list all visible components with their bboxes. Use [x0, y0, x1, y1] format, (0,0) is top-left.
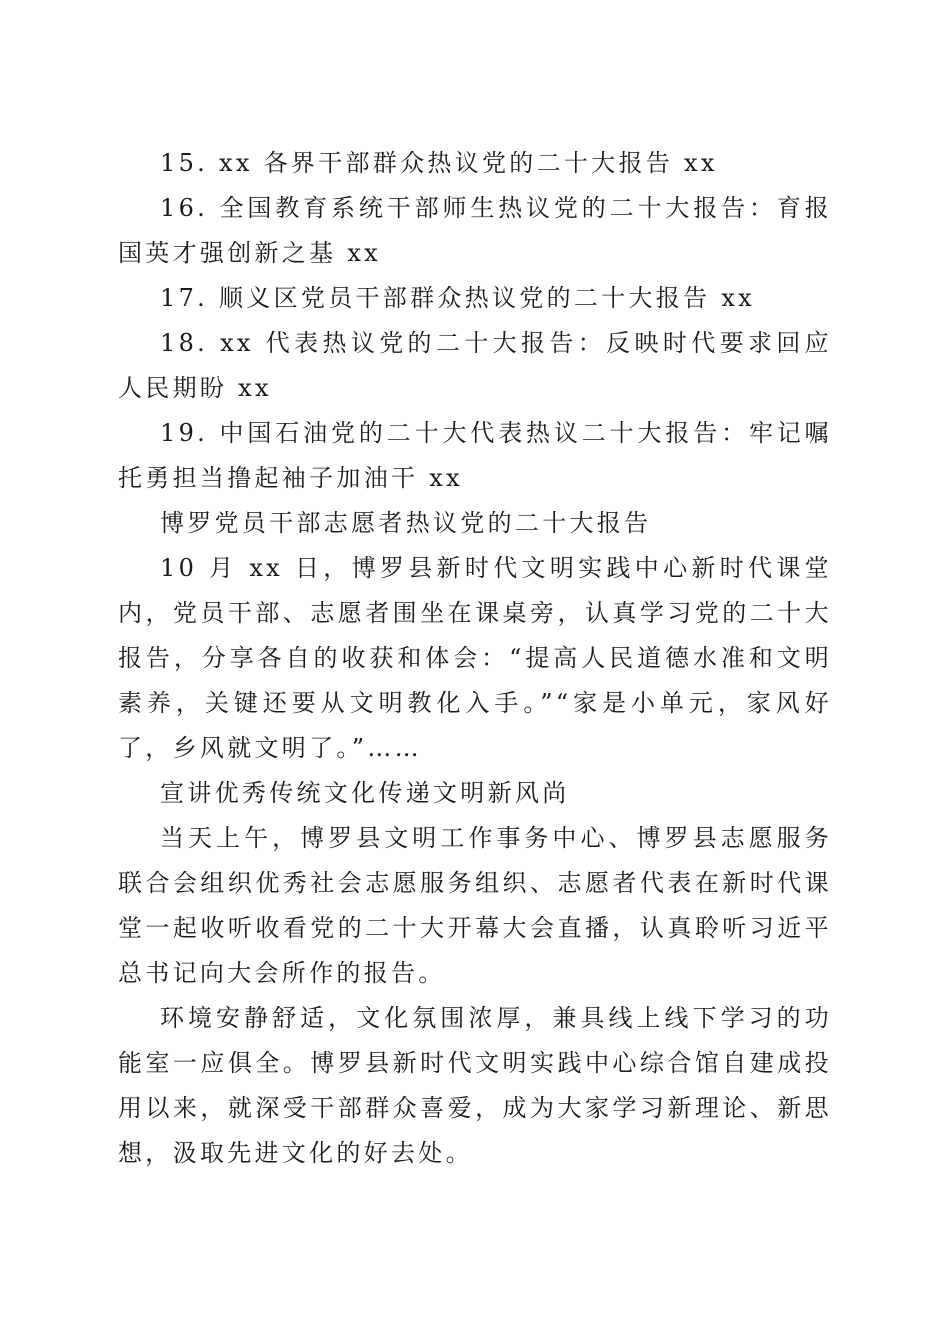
body-paragraph-intro: 10 月 xx 日，博罗县新时代文明实践中心新时代课堂内，党员干部、志愿者围坐在课桌旁，认真学习党的二十大报告，分享各自的收获和体会：“提高人民道德水准和文明素养，关键还要从文明教化入手。”“家是小单元，家风好了，乡风就文明了。”……: [118, 554, 832, 762]
list-item-16: 16. 全国教育系统干部师生热议党的二十大报告：育报国英才强创新之基 xx: [118, 194, 832, 267]
article-title: 博罗党员干部志愿者热议党的二十大报告: [160, 509, 652, 537]
body-paragraph-environment: 环境安静舒适，文化氛围浓厚，兼具线上线下学习的功能室一应俱全。博罗县新时代文明实践中心综合馆自建成投用以来，就深受干部群众喜爱，成为大家学习新理论、新思想，汲取先进文化的好去处。: [118, 1004, 832, 1167]
list-item-15: 15. xx 各界干部群众热议党的二十大报告 xx: [160, 149, 718, 177]
list-item-17: 17. 顺义区党员干部群众热议党的二十大报告 xx: [160, 284, 755, 312]
document-body: [118, 141, 832, 1176]
list-item-19: 19. 中国石油党的二十大代表热议二十大报告：牢记嘱托勇担当撸起袖子加油干 xx: [118, 419, 832, 492]
body-paragraph-morning: 当天上午，博罗县文明工作事务中心、博罗县志愿服务联合会组织优秀社会志愿服务组织、志愿者代表在新时代课堂一起收听收看党的二十大开幕大会直播，认真聆听习近平总书记向大会所作的报告。: [118, 824, 832, 987]
list-item-18: 18. xx 代表热议党的二十大报告：反映时代要求回应人民期盼 xx: [118, 329, 832, 402]
section-heading: 宣讲优秀传统文化传递文明新风尚: [160, 779, 570, 807]
